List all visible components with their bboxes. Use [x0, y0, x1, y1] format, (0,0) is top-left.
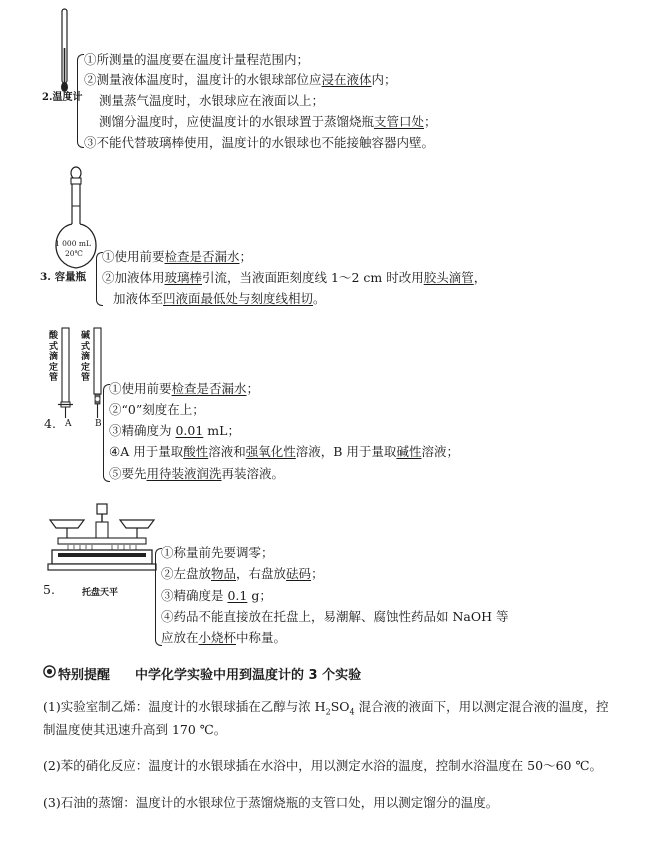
sec5-line-3: ③精确度是 0.1 g；: [161, 588, 272, 603]
sec3-line-3: 加液体至凹液面最低处与刻度线相切。: [113, 291, 326, 306]
brace: [77, 54, 84, 148]
sec2-line-4: 测馏分温度时，应使温度计的水银球置于蒸馏烧瓶支管口处；: [99, 114, 437, 129]
sec2-line-3: 测量蒸气温度时，水银球应在液面以上；: [99, 93, 325, 108]
sec2-line-1: ①所测量的温度要在温度计量程范围内；: [84, 52, 310, 67]
note-badge-icon: [43, 665, 56, 678]
note-paragraph-1-cont: 制温度使其迅速升高到 170 ℃。: [43, 722, 227, 737]
sec3-line-1: ①使用前要检查是否漏水；: [102, 249, 253, 264]
burette-b-label: B: [95, 419, 102, 429]
sec5-line-4: ④药品不能直接放在托盘上，易潮解、腐蚀性药品如 NaOH 等: [161, 609, 509, 624]
sec5-line-5: 应放在小烧杯中称量。: [161, 630, 287, 645]
note-paragraph-3: (3)石油的蒸馏：温度计的水银球位于蒸馏烧瓶的支管口处，用以测定馏分的温度。: [43, 795, 499, 810]
sec4-line-4: ④A 用于量取酸性溶液和强氧化性溶液，B 用于量取碱性溶液；: [109, 444, 459, 459]
sec4-line-2: ②“0”刻度在上；: [109, 402, 205, 417]
sec5-line-1: ①称量前先要调零；: [161, 545, 274, 560]
thermometer-icon: [58, 8, 72, 94]
flask-temp-label: 20℃: [65, 249, 83, 258]
base-burette-label: 碱式滴定管: [81, 331, 91, 383]
note-title: 中学化学实验中用到温度计的 3 个实验: [135, 668, 362, 683]
sec2-line-2: ②测量液体温度时，温度计的水银球部位应浸在液体内；: [84, 72, 397, 87]
sec4-line-3: ③精确度为 0.01 mL；: [109, 423, 240, 438]
balance-icon: [44, 498, 160, 582]
burette-a-label: A: [65, 419, 72, 429]
section-3-label: 3. 容量瓶: [40, 271, 87, 283]
section-4-label: 4.: [44, 416, 56, 431]
sec4-line-1: ①使用前要检查是否漏水；: [109, 381, 260, 396]
balance-label: 托盘天平: [82, 588, 119, 598]
sec5-line-2: ②左盘放物品，右盘放砝码；: [161, 566, 324, 581]
acid-burette-label: 酸式滴定管: [49, 331, 59, 383]
sec2-line-5: ③不能代替玻璃棒使用，温度计的水银球也不能接触容器内壁。: [84, 135, 435, 150]
section-5-label: 5.: [43, 582, 55, 597]
flask-volume-label: 1 000 mL: [55, 239, 91, 248]
note-paragraph-1: (1)实验室制乙烯：温度计的水银球插在乙醇与浓 $H_2SO_4$ 混合液的液面下，用以测定混合液的温度，控: [43, 699, 609, 717]
note-badge: 特别提醒: [58, 668, 111, 683]
section-2-label: 2.温度计: [42, 92, 83, 103]
sec4-line-5: ⑤要先用待装液润洗再装溶液。: [109, 466, 285, 481]
sec3-line-2: ②加液体用玻璃棒引流，当液面距刻度线 1～2 cm 时改用胶头滴管，: [102, 270, 487, 285]
note-paragraph-2: (2)苯的硝化反应：温度计的水银球插在水浴中，用以测定水浴的温度，控制水浴温度在 50～60 ℃。: [43, 758, 602, 773]
